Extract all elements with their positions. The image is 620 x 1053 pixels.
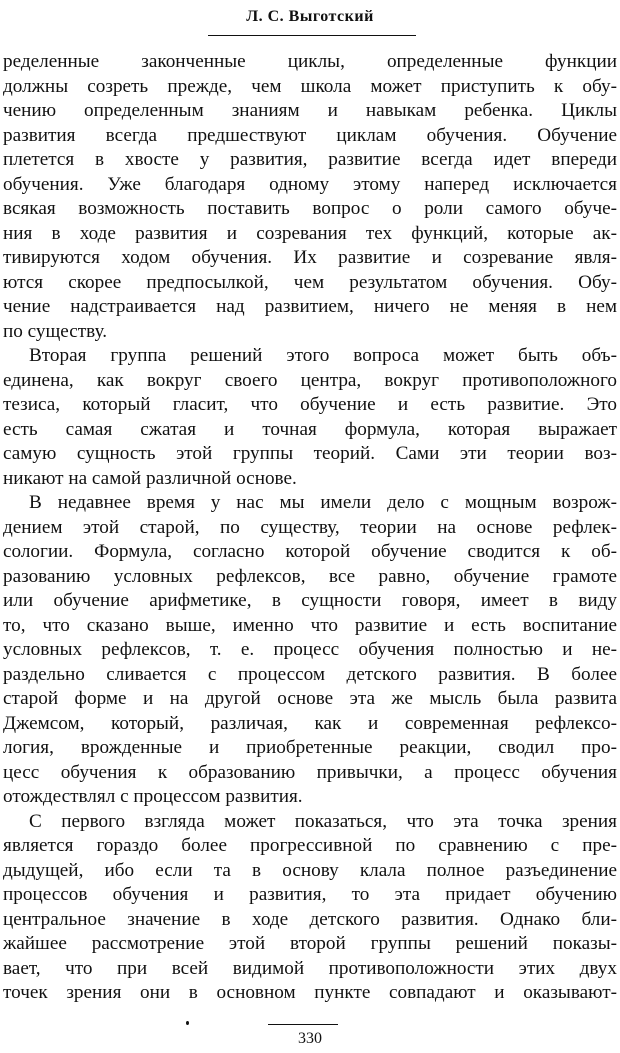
paragraph-first-line: Вторая группа решений этого вопроса может быть объ- bbox=[29, 345, 617, 366]
paragraph-end-line: никают на самой различной основе. bbox=[3, 467, 297, 489]
text-line: условных рефлексов, т. е. процесс обучения полностью и не- bbox=[3, 639, 617, 660]
text-line: или обучение арифметике, в сущности говоря, имеет в виду bbox=[3, 590, 617, 611]
text-line: центральное значение в ходе детского развития. Однако бли- bbox=[3, 908, 617, 930]
text-line: всякая возможность поставить вопрос о роли самого обуче- bbox=[3, 198, 617, 219]
body-text bbox=[3, 50, 617, 1006]
text-line: раздельно сливается с процессом детского развития. В более bbox=[3, 663, 617, 685]
text-line: вает, что при всей видимой противоположности этих двух bbox=[3, 957, 617, 979]
text-line: ются скорее предпосылкой, чем результатом обучения. Обу- bbox=[3, 271, 617, 293]
text-line: жайшее рассмотрение этой второй группы решений показы- bbox=[3, 933, 617, 954]
text-line: сологии. Формула, согласно которой обучение сводится к об- bbox=[3, 541, 617, 562]
text-line: дыдущей, ибо если та в основу клала полное разъединение bbox=[3, 859, 617, 881]
print-speck bbox=[186, 1021, 189, 1025]
text-line: чению определенным знаниям и навыкам ребенка. Циклы bbox=[3, 100, 617, 121]
running-head: Л. С. Выготский bbox=[246, 8, 374, 25]
text-line: самую сущность этой группы теорий. Сами эти теории воз- bbox=[3, 443, 617, 464]
text-line: плетется в хвосте у развития, развитие всегда идет впереди bbox=[3, 149, 617, 170]
text-line: старой форме и на другой основе эта же мысль была развита bbox=[3, 688, 617, 709]
text-line: развития всегда предшествуют циклам обучения. Обучение bbox=[3, 124, 617, 146]
text-line: ределенные законченные циклы, определенные функции bbox=[3, 51, 617, 72]
paragraph-end-line: отождествлял с процессом развития. bbox=[3, 786, 303, 807]
text-line: цесс обучения к образованию привычки, а процесс обучения bbox=[3, 761, 617, 783]
text-line: то, что сказано выше, именно что развитие и есть воспитание bbox=[3, 614, 617, 636]
text-line: единена, как вокруг своего центра, вокруг противоположного bbox=[3, 369, 617, 391]
text-line: тезиса, который гласит, что обучение и есть развитие. Это bbox=[3, 394, 617, 415]
text-line: логия, врожденные и приобретенные реакции, сводил про- bbox=[3, 737, 617, 758]
text-line: точек зрения они в основном пункте совпадают и оказывают- bbox=[3, 982, 617, 1003]
text-line: чение надстраивается над развитием, ничего не меняя в нем bbox=[3, 296, 617, 317]
text-line: должны созреть прежде, чем школа может приступить к обу- bbox=[3, 75, 617, 97]
paragraph-first-line: В недавнее время у нас мы имели дело с мощным возрож- bbox=[29, 492, 617, 513]
paragraph-first-line: С первого взгляда может показаться, что эта точка зрения bbox=[29, 810, 617, 832]
footer-rule bbox=[268, 1024, 338, 1025]
page-number: 330 bbox=[298, 1030, 322, 1047]
text-line: процессов обучения и развития, то эта придает обучению bbox=[3, 884, 617, 905]
paragraph-end-line: по существу. bbox=[3, 320, 108, 342]
text-line: Джемсом, который, различая, как и современная рефлексо- bbox=[3, 712, 617, 734]
text-line: является гораздо более прогрессивной по сравнению с пре- bbox=[3, 835, 617, 856]
text-line: есть самая сжатая и точная формула, которая выражает bbox=[3, 418, 617, 440]
text-line: ния в ходе развития и созревания тех функций, которые ак- bbox=[3, 222, 617, 244]
text-line: дением этой старой, по существу, теории на основе рефлек- bbox=[3, 516, 617, 538]
header-rule bbox=[208, 35, 416, 36]
text-line: тивируются ходом обучения. Их развитие и созревание явля- bbox=[3, 247, 617, 268]
text-line: обучения. Уже благодаря одному этому наперед исключается bbox=[3, 173, 617, 195]
text-line: разованию условных рефлексов, все равно, обучение грамоте bbox=[3, 565, 617, 587]
